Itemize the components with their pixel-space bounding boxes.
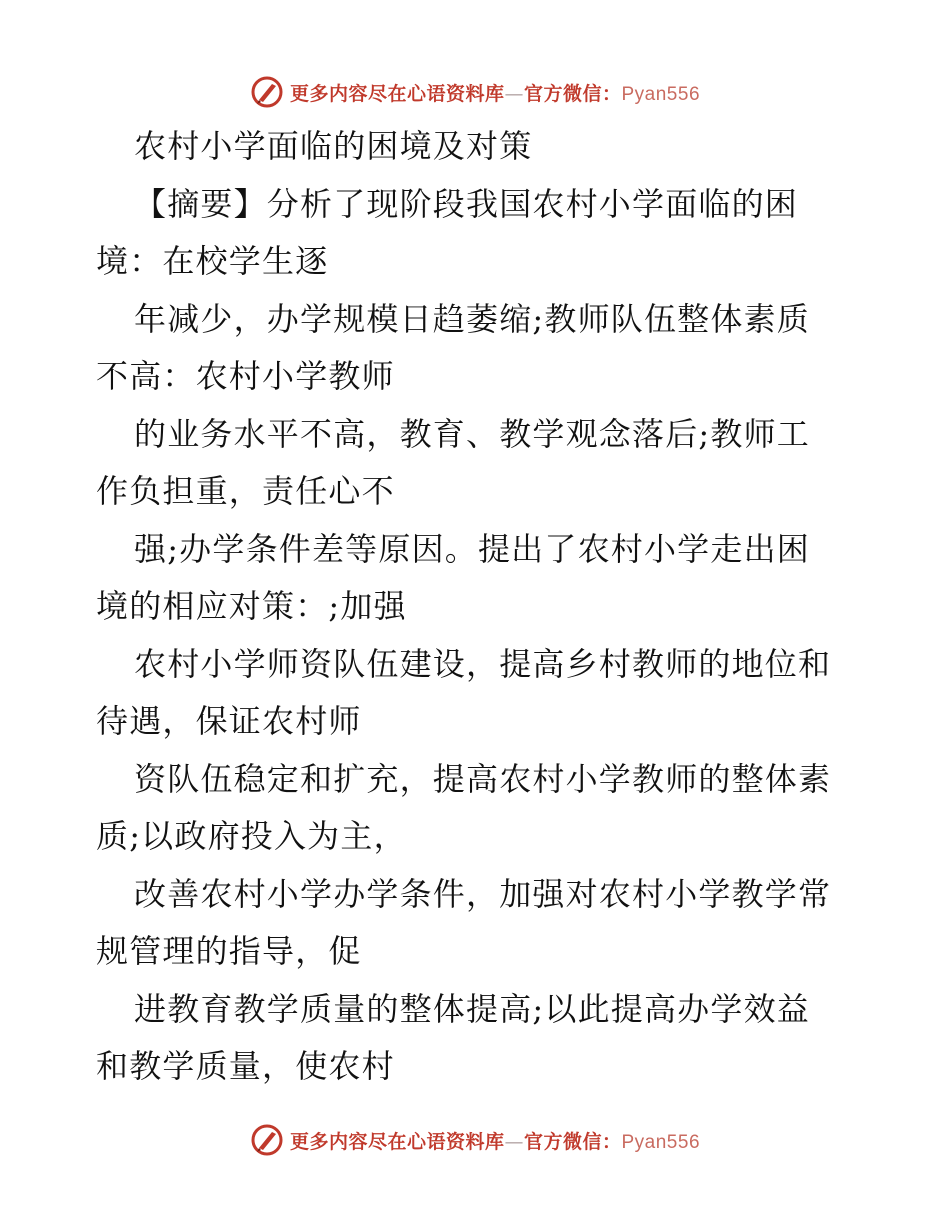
header-watermark [0, 72, 950, 112]
document-title: 农村小学面临的困境及对策 [134, 127, 533, 165]
watermark-site-name: 更多内容尽在心语资料库 [289, 1130, 505, 1153]
text-line: 境的相应对策：;加强 [96, 587, 407, 625]
watermark-wechat-id: Pyan556 [621, 83, 701, 105]
text-line: 和教学质量，使农村 [96, 1047, 395, 1085]
quill-pen-logo-icon [250, 75, 284, 109]
text-line: 境：在校学生逐 [96, 242, 329, 280]
watermark-text [290, 79, 700, 106]
watermark-official-label: 官方微信： [523, 1130, 622, 1153]
watermark-separator: — [504, 82, 524, 105]
text-line: 待遇，保证农村师 [96, 702, 362, 740]
watermark-separator: — [504, 1130, 524, 1153]
text-line: 农村小学师资队伍建设，提高乡村教师的地位和 [134, 644, 832, 683]
quill-pen-logo-icon [250, 1123, 284, 1157]
footer-watermark [0, 1120, 950, 1160]
text-line: 【摘要】分析了现阶段我国农村小学面临的困 [134, 184, 799, 223]
watermark-wechat-id: Pyan556 [621, 1131, 701, 1153]
watermark-official-label: 官方微信： [523, 82, 622, 105]
watermark-text [290, 1127, 700, 1154]
text-line: 作负担重，责任心不 [96, 472, 395, 510]
watermark-site-name: 更多内容尽在心语资料库 [289, 82, 505, 105]
text-line: 资队伍稳定和扩充，提高农村小学教师的整体素 [134, 759, 832, 798]
text-line: 年减少，办学规模日趋萎缩;教师队伍整体素质 [134, 299, 810, 338]
text-line: 质;以政府投入为主， [96, 817, 407, 855]
text-line: 不高：农村小学教师 [96, 357, 395, 395]
text-line: 改善农村小学办学条件，加强对农村小学教学常 [134, 874, 832, 913]
text-line: 强;办学条件差等原因。提出了农村小学走出困 [134, 529, 810, 568]
text-line: 规管理的指导，促 [96, 932, 362, 970]
document-body [96, 118, 866, 1096]
text-line: 的业务水平不高，教育、教学观念落后;教师工 [134, 414, 810, 453]
text-line: 进教育教学质量的整体提高;以此提高办学效益 [134, 989, 810, 1028]
